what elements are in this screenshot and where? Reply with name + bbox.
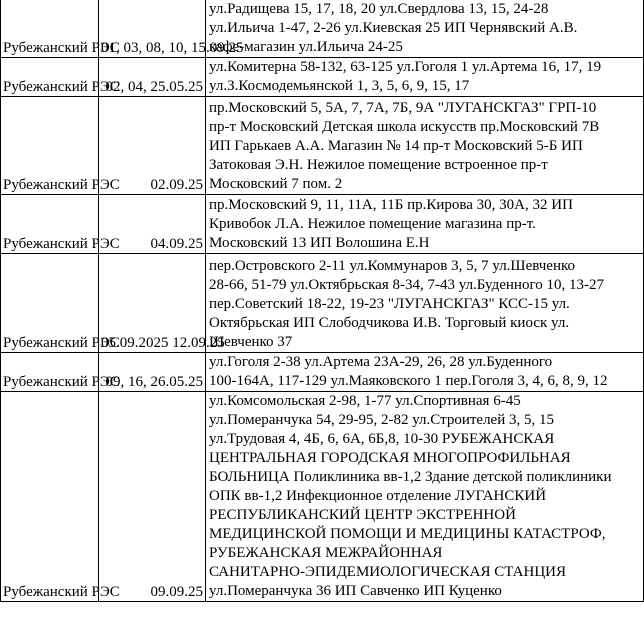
date-cell[interactable]: 02, 04, 25.05.25 (99, 58, 206, 97)
org-cell[interactable]: Рубежанский РЭС (1, 392, 99, 602)
org-cell[interactable]: Рубежанский РЭС (1, 353, 99, 392)
addresses-cell[interactable]: пр.Московский 9, 11, 11А, 11Б пр.Кирова 30, 30А, 32 ИП Кривобок Л.А. Нежилое помещение магазина пр-т. Московский 13 ИП Волошина Е.Н (206, 195, 644, 254)
table-row (1, 195, 644, 254)
table-row (1, 0, 644, 58)
date-cell[interactable]: 09, 16, 26.05.25 (99, 353, 206, 392)
addresses-cell[interactable]: ул.Гоголя 2-38 ул.Артема 23А-29, 26, 28 ул.Буденного 100-164А, 117-129 ул.Маяковского 1 пер.Гоголя 3, 4, 6, 8, 9, 12 (206, 353, 644, 392)
addresses-cell[interactable]: пер.Островского 2-11 ул.Коммунаров 3, 5, 7 ул.Шевченко 28-66, 51-79 ул.Октябрьская 8-34, 7-43 ул.Буденного 10, 13-27 пер.Советский 18-22, 19-23 "ЛУГАНСКГАЗ" КСС-15 ул. Октябрьская ИП Слободчикова И.В. Торговый киоск ул. Шевченко 37 (206, 254, 644, 353)
table-row (1, 392, 644, 602)
org-cell[interactable]: Рубежанский РЭС (1, 0, 99, 58)
addresses-cell[interactable]: ул.Радищева 15, 17, 18, 20 ул.Свердлова 13, 15, 24-28 ул.Ильича 1-47, 2-26 ул.Киевская 25 ИП Чернявский А.В. кафе-магазин ул.Ильича 24-25 (206, 0, 644, 58)
org-cell[interactable]: Рубежанский РЭС (1, 195, 99, 254)
date-cell[interactable]: 05.09.2025 12.09.25 (99, 254, 206, 353)
table-row (1, 58, 644, 97)
date-cell[interactable]: 02.09.25 (99, 97, 206, 195)
org-cell[interactable]: Рубежанский РЭС (1, 58, 99, 97)
addresses-cell[interactable]: ул.Комитерна 58-132, 63-125 ул.Гоголя 1 ул.Артема 16, 17, 19 ул.З.Космодемьянской 1, 3, 5, 6, 9, 15, 17 (206, 58, 644, 97)
addresses-cell[interactable]: ул.Комсомольская 2-98, 1-77 ул.Спортивная 6-45 ул.Померанчука 54, 29-95, 2-82 ул.Строителей 3, 5, 15 ул.Трудовая 4, 4Б, 6, 6А, 6Б,8, 10-30 РУБЕЖАНСКАЯ ЦЕНТРАЛЬНАЯ ГОРОДСКАЯ МНОГОПРОФИЛЬНАЯ БОЛЬНИЦА Поликлиника вв-1,2 Здание детской поликлиники ОПК вв-1,2 Инфекционное отделение ЛУГАНСКИЙ РЕСПУБЛИКАНСКИЙ ЦЕНТР ЭКСТРЕННОЙ МЕДИЦИНСКОЙ ПОМОЩИ И МЕДИЦИНЫ КАТАСТРОФ, РУБЕЖАНСКАЯ МЕЖРАЙОННАЯ САНИТАРНО-ЭПИДЕМИОЛОГИЧЕСКАЯ СТАНЦИЯ ул.Померанчука 36 ИП Савченко ИП Куценко (206, 392, 644, 602)
table-row (1, 254, 644, 353)
addresses-cell[interactable]: пр.Московский 5, 5А, 7, 7А, 7Б, 9А "ЛУГАНСКГАЗ" ГРП-10 пр-т Московский Детская школа искусств пр.Московский 7В ИП Гарькаев А.А. Магазин № 14 пр-т Московский 5-Б ИП Затоковая Э.Н. Нежилое помещение встроенное пр-т Московский 7 пом. 2 (206, 97, 644, 195)
org-cell[interactable]: Рубежанский РЭС (1, 254, 99, 353)
table-row (1, 97, 644, 195)
date-cell[interactable]: 09.09.25 (99, 392, 206, 602)
table-row (1, 353, 644, 392)
org-cell[interactable]: Рубежанский РЭС (1, 97, 99, 195)
date-cell[interactable]: 04.09.25 (99, 195, 206, 254)
date-cell[interactable]: 01, 03, 08, 10, 15.09.25 (99, 0, 206, 58)
